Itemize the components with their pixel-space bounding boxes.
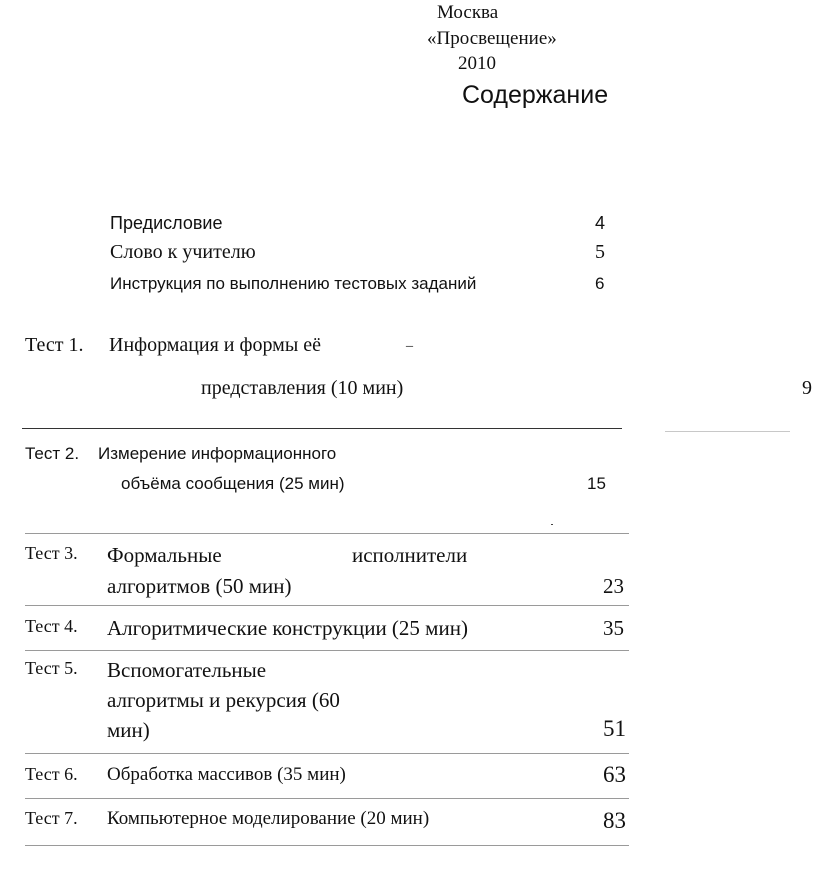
test5-num: Тест 5. [25, 658, 78, 678]
divider [25, 605, 629, 606]
test5-title-line2: алгоритмы и рекурсия (60 [107, 688, 340, 712]
toc-page-instructions: 6 [595, 274, 605, 293]
test2-page: 15 [587, 474, 606, 493]
test5-title-line3: мин) [107, 718, 150, 742]
publisher: «Просвещение» [427, 28, 557, 49]
divider [25, 798, 629, 799]
stray-dot [551, 524, 553, 525]
divider [25, 753, 629, 754]
toc-label-teacher-word: Слово к учителю [110, 241, 256, 263]
test3-page: 23 [603, 574, 624, 598]
toc-label-preface: Предисловие [110, 213, 223, 233]
divider [25, 650, 629, 651]
test7-page: 83 [603, 808, 626, 833]
test7-num: Тест 7. [25, 808, 78, 828]
test6-page: 63 [603, 762, 626, 787]
test1-page: 9 [802, 377, 812, 399]
test4-page: 35 [603, 616, 624, 640]
test4-num: Тест 4. [25, 616, 78, 636]
divider [665, 431, 790, 432]
divider [25, 533, 629, 534]
toc-page-teacher-word: 5 [595, 241, 605, 263]
test1-title-line2: представления (10 мин) [201, 377, 404, 399]
year: 2010 [458, 53, 496, 74]
test4-title: Алгоритмические конструкции (25 мин) [107, 616, 468, 640]
test7-title: Компьютерное моделирование (20 мин) [107, 808, 430, 829]
test2-num: Тест 2. [25, 444, 80, 463]
toc-label-instructions: Инструкция по выполнению тестовых заданий [110, 274, 477, 293]
test1-title-line1: Информация и формы её [109, 334, 322, 356]
test1-mark: _ [406, 334, 413, 349]
test5-page: 51 [603, 716, 626, 741]
divider [25, 845, 629, 846]
contents-title: Содержание [462, 81, 609, 109]
test3-num: Тест 3. [25, 543, 78, 563]
divider [22, 428, 622, 429]
test3-title-word2: исполнители [352, 543, 468, 567]
test1-num: Тест 1. [25, 334, 84, 356]
test6-title: Обработка массивов (35 мин) [107, 764, 346, 785]
city: Москва [437, 2, 499, 23]
test2-title-line2: объёма сообщения (25 мин) [121, 474, 345, 493]
toc-page-preface: 4 [595, 213, 606, 233]
test2-title-line1: Измерение информационного [98, 444, 337, 463]
test3-title-line2: алгоритмов (50 мин) [107, 574, 292, 598]
test3-title-word1: Формальные [107, 543, 222, 567]
test6-num: Тест 6. [25, 764, 78, 784]
test5-title-line1: Вспомогательные [107, 658, 267, 682]
